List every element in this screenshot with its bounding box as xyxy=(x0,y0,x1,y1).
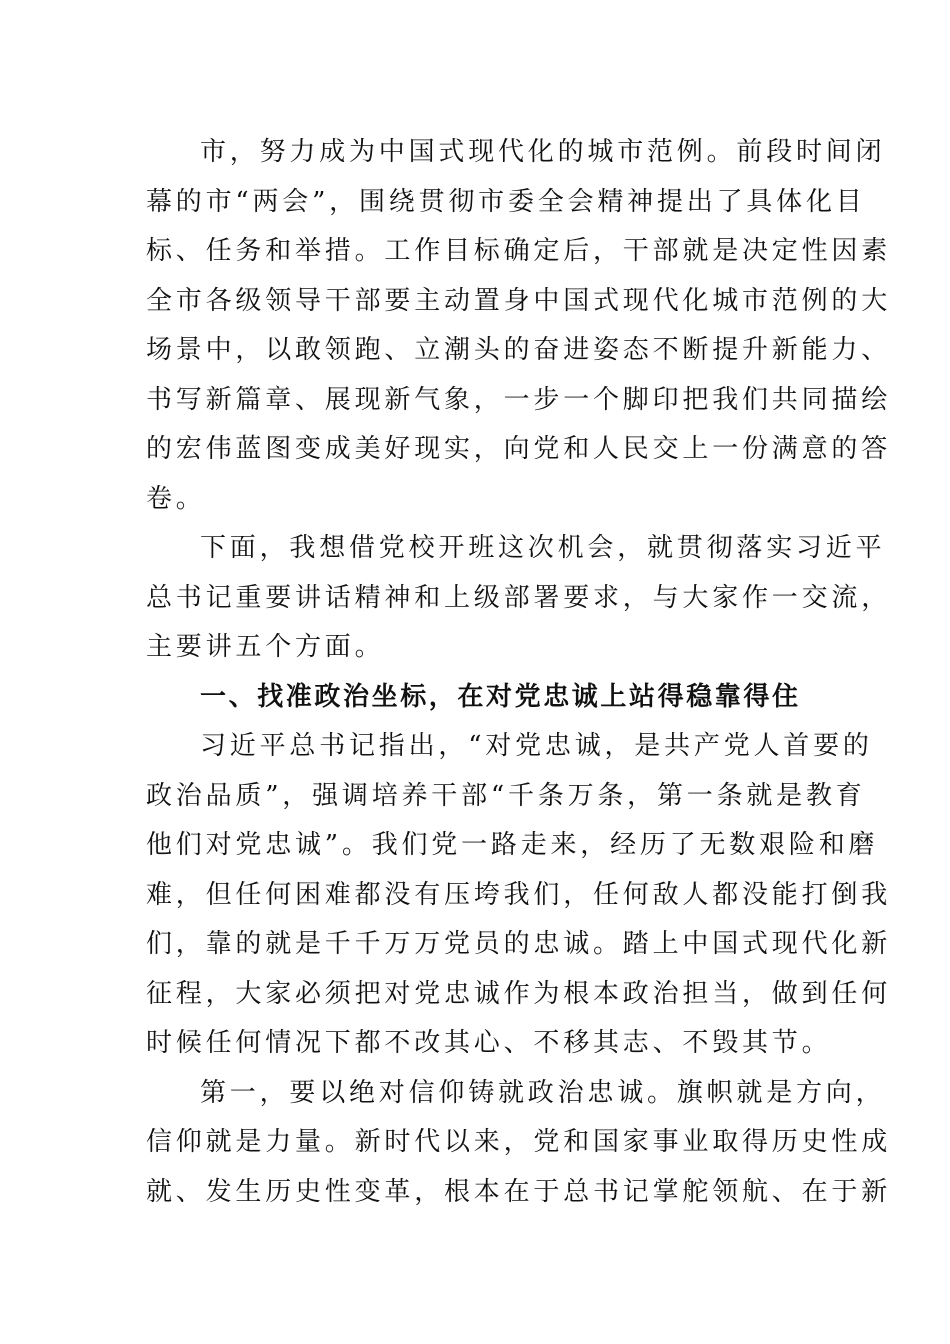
paragraph-1 xyxy=(146,128,892,524)
paragraph-2 xyxy=(146,524,892,673)
document-body xyxy=(146,128,892,1217)
text-line: 第一，要以绝对信仰铸就政治忠诚。旗帜就是方向， xyxy=(200,1077,886,1108)
text-line: 全市各级领导干部要主动置身中国式现代化城市范例的大 xyxy=(146,285,892,316)
text-line: 卷。 xyxy=(146,483,206,514)
text-line: 时候任何情况下都不改其心、不移其志、不毁其节。 xyxy=(146,1028,832,1058)
text-line: 总书记重要讲话精神和上级部署要求，与大家作一交流， xyxy=(146,582,892,613)
text-line: 政治品质”，强调培养干部“千条万条，第一条就是教育 xyxy=(146,780,866,811)
text-line: 的宏伟蓝图变成美好现实，向党和人民交上一份满意的答 xyxy=(146,434,892,464)
text-line: 幕的市“两会”，围绕贯彻市委全会精神提出了具体化目 xyxy=(146,186,866,217)
heading-text: 一、找准政治坐标，在对党忠诚上站得稳靠得住 xyxy=(200,681,801,712)
text-line: 们，靠的就是千千万万党员的忠诚。踏上中国式现代化新 xyxy=(146,929,892,959)
text-line: 就、发生历史性变革，根本在于总书记掌舵领航、在于新 xyxy=(146,1176,892,1207)
text-line: 标、任务和举措。工作目标确定后，干部就是决定性因素 xyxy=(146,236,892,266)
section-heading-1 xyxy=(146,673,806,723)
text-line: 信仰就是力量。新时代以来，党和国家事业取得历史性成 xyxy=(146,1127,892,1157)
text-line: 习近平总书记指出，“对党忠诚，是共产党人首要的 xyxy=(200,731,873,761)
text-line: 市，努力成为中国式现代化的城市范例。前段时间闭 xyxy=(200,137,886,167)
text-line: 难，但任何困难都没有压垮我们，任何敌人都没能打倒我 xyxy=(146,879,892,910)
text-line: 下面，我想借党校开班这次机会，就贯彻落实习近平 xyxy=(200,533,886,563)
paragraph-4 xyxy=(146,1069,892,1218)
text-line: 征程，大家必须把对党忠诚作为根本政治担当，做到任何 xyxy=(146,978,892,1009)
text-line: 书写新篇章、展现新气象，一步一个脚印把我们共同描绘 xyxy=(146,384,892,415)
paragraph-3 xyxy=(146,722,892,1069)
text-line: 主要讲五个方面。 xyxy=(146,632,385,662)
text-line: 他们对党忠诚”。我们党一路走来，经历了无数艰险和磨 xyxy=(146,830,879,860)
text-line: 场景中，以敢领跑、立潮头的奋进姿态不断提升新能力、 xyxy=(146,335,892,365)
